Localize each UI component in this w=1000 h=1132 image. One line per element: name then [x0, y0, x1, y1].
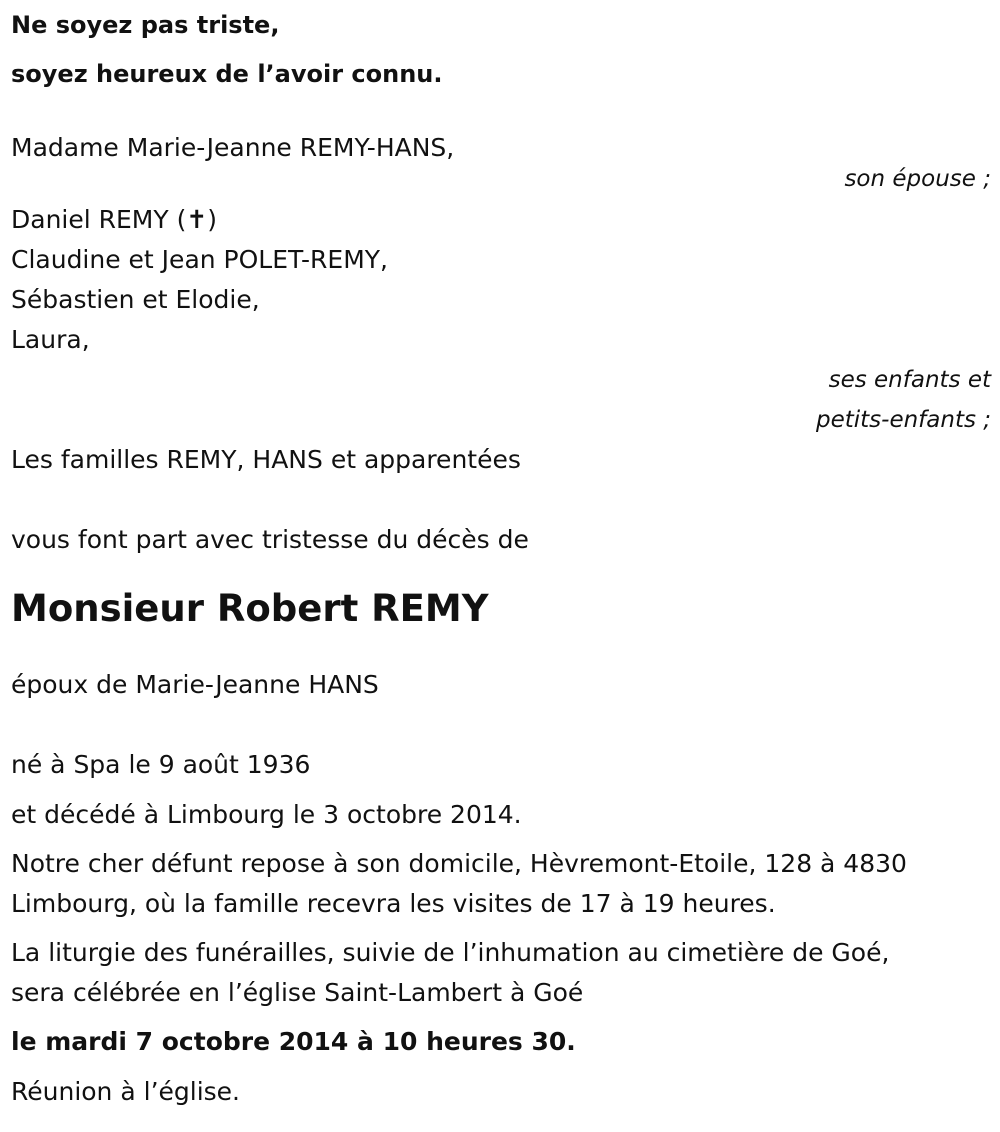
meeting-info: Réunion à l’église. [11, 1077, 241, 1106]
birth-info: né à Spa le 9 août 1936 [11, 750, 311, 779]
liturgy-line-2: sera célébrée en l’église Saint-Lambert à Goé [11, 978, 584, 1007]
grandchild-sebastien-elodie: Sébastien et Elodie, [11, 285, 260, 314]
spacer [11, 705, 991, 745]
child-daniel [11, 200, 991, 240]
child-daniel-name: Daniel REMY ( [11, 205, 187, 234]
children-role-line-1: ses enfants et [828, 367, 991, 393]
child-claudine-jean: Claudine et Jean POLET-REMY, [11, 245, 388, 274]
death-info: et décédé à Limbourg le 3 octobre 2014. [11, 800, 522, 829]
epigraph-line-1: Ne soyez pas triste, [11, 11, 280, 39]
spouse-role: son épouse ; [844, 166, 991, 192]
spacer [11, 633, 991, 665]
cross-icon: ✝ [186, 205, 208, 234]
announcement-intro: vous font part avec tristesse du décès de [11, 525, 529, 554]
spacer [11, 560, 991, 585]
obituary-notice [11, 5, 991, 1112]
spouse-name: Madame Marie-Jeanne REMY-HANS, [11, 133, 455, 162]
liturgy-line-1: La liturgie des funérailles, suivie de l’inhumation au cimetière de Goé, [11, 938, 890, 967]
epigraph-line-2: soyez heureux de l’avoir connu. [11, 60, 443, 88]
rest-info-line-1: Notre cher défunt repose à son domicile, Hèvremont-Etoile, 128 à 4830 [11, 849, 907, 878]
rest-info-line-2: Limbourg, où la famille recevra les visites de 17 à 19 heures. [11, 889, 776, 918]
funeral-date: le mardi 7 octobre 2014 à 10 heures 30. [11, 1027, 576, 1056]
child-daniel-close: ) [207, 205, 218, 234]
grandchild-laura: Laura, [11, 325, 90, 354]
spacer [11, 480, 991, 520]
children-role-line-2: petits-enfants ; [815, 407, 991, 433]
spouse-of: époux de Marie-Jeanne HANS [11, 670, 379, 699]
extended-families: Les familles REMY, HANS et apparentées [11, 445, 521, 474]
deceased-name: Monsieur Robert REMY [11, 587, 489, 630]
spacer [11, 103, 991, 128]
